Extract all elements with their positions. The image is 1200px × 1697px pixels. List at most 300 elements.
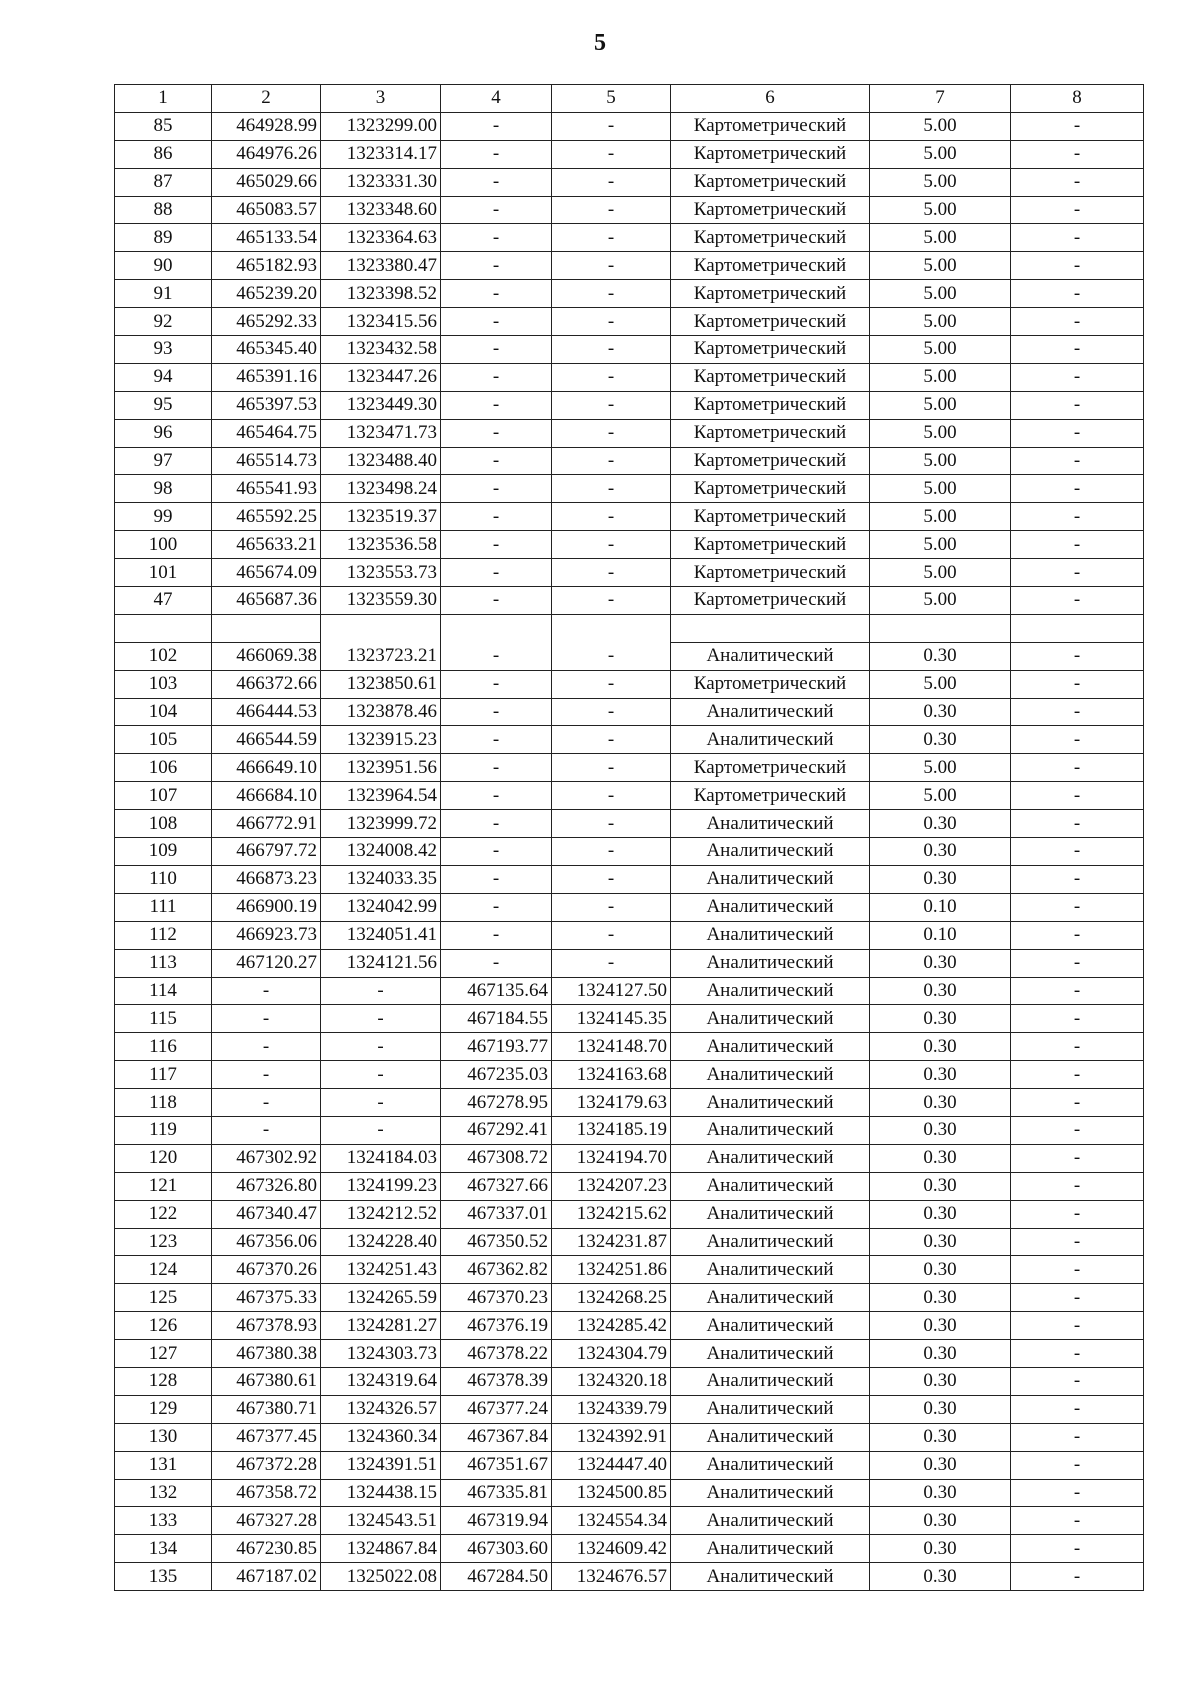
table-cell-col4: - <box>441 754 552 782</box>
table-cell-col8: - <box>1011 698 1144 726</box>
table-cell-col1: 86 <box>115 140 212 168</box>
table-cell-col5: - <box>552 308 671 336</box>
table-cell-col1: 104 <box>115 698 212 726</box>
table-cell-col7: 0.30 <box>870 1033 1011 1061</box>
table-cell-col7 <box>870 614 1011 642</box>
table-cell-col6: Аналитический <box>671 838 870 866</box>
table-cell-col6: Аналитический <box>671 1507 870 1535</box>
table-cell-col4: - <box>441 559 552 587</box>
table-cell-col3: 1324251.43 <box>321 1256 441 1284</box>
table-cell-col5: 1324145.35 <box>552 1005 671 1033</box>
table-cell-col1: 121 <box>115 1172 212 1200</box>
table-cell-col5: - <box>552 838 671 866</box>
table-cell-col8: - <box>1011 168 1144 196</box>
table-cell-col5: 1324148.70 <box>552 1033 671 1061</box>
table-row <box>115 977 1144 1005</box>
table-row <box>115 1340 1144 1368</box>
table-cell-col5: 1324194.70 <box>552 1144 671 1172</box>
table-cell-col8: - <box>1011 921 1144 949</box>
table-cell-col2: 465687.36 <box>212 587 321 615</box>
table-cell-col2: 467326.80 <box>212 1172 321 1200</box>
table-row <box>115 112 1144 140</box>
table-cell-col8: - <box>1011 252 1144 280</box>
table-cell-col2: 466684.10 <box>212 782 321 810</box>
column-header-2: 2 <box>212 85 321 113</box>
table-cell-col7: 0.30 <box>870 1340 1011 1368</box>
table-cell-col1: 96 <box>115 419 212 447</box>
table-cell-col7: 5.00 <box>870 531 1011 559</box>
table-cell-col8: - <box>1011 977 1144 1005</box>
table-cell-col4: - <box>441 391 552 419</box>
column-header-6: 6 <box>671 85 870 113</box>
table-cell-col6: Картометрический <box>671 447 870 475</box>
table-cell-col3: 1323364.63 <box>321 224 441 252</box>
table-cell-col2: 466544.59 <box>212 726 321 754</box>
table-row <box>115 1144 1144 1172</box>
table-cell-col8: - <box>1011 336 1144 364</box>
table-cell-col8: - <box>1011 642 1144 670</box>
table-row <box>115 642 1144 670</box>
table-cell-col7: 0.30 <box>870 1563 1011 1591</box>
table-cell-col3: 1324543.51 <box>321 1507 441 1535</box>
table-cell-col4: - <box>441 865 552 893</box>
table-cell-col6: Аналитический <box>671 1563 870 1591</box>
table-cell-col8: - <box>1011 196 1144 224</box>
table-cell-col2: 464976.26 <box>212 140 321 168</box>
table-row <box>115 1172 1144 1200</box>
table-cell-col3: 1323553.73 <box>321 559 441 587</box>
table-cell-col1: 95 <box>115 391 212 419</box>
table-cell-col7: 5.00 <box>870 252 1011 280</box>
page-number: 5 <box>594 30 606 56</box>
table-cell-col7: 5.00 <box>870 670 1011 698</box>
table-cell-col5: - <box>552 782 671 810</box>
table-row <box>115 168 1144 196</box>
table-cell-col1: 123 <box>115 1228 212 1256</box>
table-cell-col7: 0.30 <box>870 1089 1011 1117</box>
table-cell-col1: 112 <box>115 921 212 949</box>
table-cell-col6: Аналитический <box>671 949 870 977</box>
table-cell-col2: 465182.93 <box>212 252 321 280</box>
table-cell-col4: - <box>441 949 552 977</box>
table-cell-col3: - <box>321 1033 441 1061</box>
table-cell-col2: 467187.02 <box>212 1563 321 1591</box>
table-row <box>115 1479 1144 1507</box>
table-cell-col1: 115 <box>115 1005 212 1033</box>
table-cell-col4: - <box>441 280 552 308</box>
table-row <box>115 419 1144 447</box>
table-row <box>115 1367 1144 1395</box>
table-cell-col7: 0.30 <box>870 1479 1011 1507</box>
table-cell-col7: 5.00 <box>870 196 1011 224</box>
table-cell-col3: 1324184.03 <box>321 1144 441 1172</box>
table-cell-col6: Аналитический <box>671 1395 870 1423</box>
table-cell-col1: 130 <box>115 1423 212 1451</box>
table-cell-col3: 1324438.15 <box>321 1479 441 1507</box>
table-row <box>115 1116 1144 1144</box>
table-cell-col8: - <box>1011 363 1144 391</box>
table-cell-col6: Аналитический <box>671 1423 870 1451</box>
table-cell-col1: 90 <box>115 252 212 280</box>
table-cell-col3: 1323432.58 <box>321 336 441 364</box>
table-cell-col7: 5.00 <box>870 754 1011 782</box>
table-cell-col4: 467378.39 <box>441 1367 552 1395</box>
table-cell-col8: - <box>1011 140 1144 168</box>
table-cell-col2: 467375.33 <box>212 1284 321 1312</box>
table-row <box>115 1005 1144 1033</box>
table-row <box>115 140 1144 168</box>
table-header-row <box>115 85 1144 113</box>
table-cell-col8: - <box>1011 1563 1144 1591</box>
table-cell-col3: 1323415.56 <box>321 308 441 336</box>
table-cell-col8: - <box>1011 1367 1144 1395</box>
table-cell-col2: 466923.73 <box>212 921 321 949</box>
table-cell-col5: 1324447.40 <box>552 1451 671 1479</box>
table-cell-col5: - <box>552 865 671 893</box>
table-cell-col7: 5.00 <box>870 308 1011 336</box>
table-cell-col6: Картометрический <box>671 782 870 810</box>
table-cell-col5: - <box>552 949 671 977</box>
table-row <box>115 1451 1144 1479</box>
table-row <box>115 447 1144 475</box>
table-cell-col8: - <box>1011 1200 1144 1228</box>
table-cell-col2: 466649.10 <box>212 754 321 782</box>
table-cell-col5: - <box>552 112 671 140</box>
table-cell-col3: 1324281.27 <box>321 1312 441 1340</box>
table-cell-col3: 1324199.23 <box>321 1172 441 1200</box>
table-cell-col4: 467292.41 <box>441 1116 552 1144</box>
table-cell-col4: 467308.72 <box>441 1144 552 1172</box>
table-cell-col4: - <box>441 503 552 531</box>
table-cell-col2: 465633.21 <box>212 531 321 559</box>
table-cell-col4: 467377.24 <box>441 1395 552 1423</box>
table-cell-col5: - <box>552 670 671 698</box>
table-cell-col4: 467367.84 <box>441 1423 552 1451</box>
table-cell-col4: - <box>441 726 552 754</box>
table-cell-col7: 0.30 <box>870 838 1011 866</box>
table-cell-col5 <box>552 614 671 642</box>
table-row <box>115 782 1144 810</box>
table-cell-col5: - <box>552 893 671 921</box>
table-cell-col5: - <box>552 698 671 726</box>
table-cell-col2: 467372.28 <box>212 1451 321 1479</box>
table-cell-col2: 467370.26 <box>212 1256 321 1284</box>
table-cell-col7: 0.30 <box>870 949 1011 977</box>
table-cell-col6: Картометрический <box>671 587 870 615</box>
table-row <box>115 921 1144 949</box>
table-cell-col5: 1324251.86 <box>552 1256 671 1284</box>
table-cell-col3: 1323559.30 <box>321 587 441 615</box>
table-cell-col2: - <box>212 1089 321 1117</box>
table-cell-col4: - <box>441 893 552 921</box>
table-cell-col4: - <box>441 642 552 670</box>
table-cell-col5: - <box>552 252 671 280</box>
table-cell-col2: 466069.38 <box>212 642 321 670</box>
table-cell-col6: Аналитический <box>671 1089 870 1117</box>
table-row <box>115 1535 1144 1563</box>
table-cell-col6: Аналитический <box>671 1451 870 1479</box>
table-cell-col7: 0.30 <box>870 1507 1011 1535</box>
table-cell-col6: Аналитический <box>671 1479 870 1507</box>
column-header-7: 7 <box>870 85 1011 113</box>
table-cell-col4: - <box>441 224 552 252</box>
table-cell-col1: 89 <box>115 224 212 252</box>
table-cell-col4: - <box>441 921 552 949</box>
table-cell-col8: - <box>1011 782 1144 810</box>
table-cell-col5: 1324185.19 <box>552 1116 671 1144</box>
table-row <box>115 754 1144 782</box>
table-cell-col6: Картометрический <box>671 363 870 391</box>
table-cell-col2: 467380.38 <box>212 1340 321 1368</box>
table-cell-col5: - <box>552 810 671 838</box>
table-cell-col4: - <box>441 363 552 391</box>
table-cell-col1: 120 <box>115 1144 212 1172</box>
table-cell-col6: Аналитический <box>671 1200 870 1228</box>
table-cell-col5: - <box>552 754 671 782</box>
table-cell-col8: - <box>1011 1256 1144 1284</box>
table-row <box>115 503 1144 531</box>
table-cell-col5: 1324304.79 <box>552 1340 671 1368</box>
table-row <box>115 475 1144 503</box>
table-cell-col2: 465464.75 <box>212 419 321 447</box>
table-cell-col2: 466444.53 <box>212 698 321 726</box>
table-cell-col5: 1324392.91 <box>552 1423 671 1451</box>
table-cell-col7: 0.10 <box>870 921 1011 949</box>
table-cell-col4: - <box>441 810 552 838</box>
table-cell-col5: - <box>552 140 671 168</box>
table-cell-col2: 467356.06 <box>212 1228 321 1256</box>
table-row <box>115 336 1144 364</box>
table-cell-col2: 466372.66 <box>212 670 321 698</box>
table-cell-col6: Аналитический <box>671 1367 870 1395</box>
column-header-3: 3 <box>321 85 441 113</box>
table-cell-col5: 1324676.57 <box>552 1563 671 1591</box>
table-cell-col7: 0.30 <box>870 1312 1011 1340</box>
table-cell-col6: Картометрический <box>671 391 870 419</box>
table-cell-col7: 0.30 <box>870 1395 1011 1423</box>
table-cell-col4: 467350.52 <box>441 1228 552 1256</box>
table-cell-col8: - <box>1011 1061 1144 1089</box>
table-cell-col8: - <box>1011 224 1144 252</box>
table-cell-col3: 1324319.64 <box>321 1367 441 1395</box>
table-cell-col2: 467327.28 <box>212 1507 321 1535</box>
table-cell-col1: 108 <box>115 810 212 838</box>
table-row <box>115 893 1144 921</box>
table-row <box>115 949 1144 977</box>
table-cell-col5: 1324163.68 <box>552 1061 671 1089</box>
table-cell-col3: 1323878.46 <box>321 698 441 726</box>
table-cell-col4: - <box>441 112 552 140</box>
table-cell-col6: Картометрический <box>671 503 870 531</box>
table-cell-col2: 465345.40 <box>212 336 321 364</box>
table-cell-col3: 1324867.84 <box>321 1535 441 1563</box>
table-cell-col3: 1323915.23 <box>321 726 441 754</box>
table-cell-col6: Картометрический <box>671 168 870 196</box>
table-cell-col6: Аналитический <box>671 1340 870 1368</box>
table-cell-col3: 1324033.35 <box>321 865 441 893</box>
table-row <box>115 280 1144 308</box>
table-cell-col6: Картометрический <box>671 531 870 559</box>
table-cell-col2: - <box>212 1116 321 1144</box>
table-cell-col5: - <box>552 726 671 754</box>
table-cell-col2: - <box>212 977 321 1005</box>
table-cell-col3: 1323299.00 <box>321 112 441 140</box>
table-cell-col3: 1323331.30 <box>321 168 441 196</box>
table-row <box>115 670 1144 698</box>
table-cell-col4: - <box>441 587 552 615</box>
table-cell-col8: - <box>1011 670 1144 698</box>
table-cell-col4: - <box>441 447 552 475</box>
table-cell-col8: - <box>1011 838 1144 866</box>
table-cell-col4: - <box>441 196 552 224</box>
table-cell-col3: 1325022.08 <box>321 1563 441 1591</box>
table-cell-col8: - <box>1011 1033 1144 1061</box>
table-body <box>115 112 1144 1590</box>
table-cell-col8: - <box>1011 391 1144 419</box>
table-cell-col5: - <box>552 224 671 252</box>
table-cell-col6: Картометрический <box>671 670 870 698</box>
table-row <box>115 614 1144 642</box>
table-cell-col4: - <box>441 475 552 503</box>
table-cell-col3: 1323471.73 <box>321 419 441 447</box>
table-row <box>115 1312 1144 1340</box>
table-cell-col6: Аналитический <box>671 1033 870 1061</box>
table-cell-col3: 1324228.40 <box>321 1228 441 1256</box>
table-cell-col6: Аналитический <box>671 1256 870 1284</box>
table-cell-col6: Аналитический <box>671 810 870 838</box>
table-cell-col3: - <box>321 1005 441 1033</box>
table-cell-col7: 0.30 <box>870 1284 1011 1312</box>
table-cell-col5: - <box>552 447 671 475</box>
table-row <box>115 810 1144 838</box>
table-cell-col3: 1324042.99 <box>321 893 441 921</box>
table-cell-col1: 47 <box>115 587 212 615</box>
table-cell-col1: 102 <box>115 642 212 670</box>
table-cell-col4: - <box>441 670 552 698</box>
table-cell-col6: Картометрический <box>671 196 870 224</box>
table-cell-col7: 5.00 <box>870 391 1011 419</box>
table-cell-col4 <box>441 614 552 642</box>
table-row <box>115 1228 1144 1256</box>
table-cell-col5: - <box>552 587 671 615</box>
table-cell-col3: 1324121.56 <box>321 949 441 977</box>
table-cell-col8: - <box>1011 1479 1144 1507</box>
table-cell-col6: Картометрический <box>671 559 870 587</box>
table-cell-col4: 467376.19 <box>441 1312 552 1340</box>
table-row <box>115 1423 1144 1451</box>
table-cell-col4: 467362.82 <box>441 1256 552 1284</box>
table-cell-col8: - <box>1011 1507 1144 1535</box>
table-cell-col1: 94 <box>115 363 212 391</box>
table-cell-col8: - <box>1011 726 1144 754</box>
table-cell-col7: 0.30 <box>870 865 1011 893</box>
table-cell-col2: - <box>212 1061 321 1089</box>
table-cell-col2: 466797.72 <box>212 838 321 866</box>
table-cell-col2: 464928.99 <box>212 112 321 140</box>
table-cell-col7: 0.30 <box>870 810 1011 838</box>
table-cell-col7: 0.30 <box>870 1367 1011 1395</box>
table-cell-col5: - <box>552 921 671 949</box>
table-cell-col2: 466772.91 <box>212 810 321 838</box>
table-cell-col7: 0.30 <box>870 1144 1011 1172</box>
table-cell-col6: Картометрический <box>671 280 870 308</box>
table-cell-col8: - <box>1011 1340 1144 1368</box>
table-cell-col1: 124 <box>115 1256 212 1284</box>
table-row <box>115 1395 1144 1423</box>
table-cell-col5: - <box>552 419 671 447</box>
table-cell-col8: - <box>1011 1284 1144 1312</box>
table-cell-col6: Аналитический <box>671 865 870 893</box>
table-cell-col4: - <box>441 531 552 559</box>
table-cell-col8: - <box>1011 308 1144 336</box>
table-cell-col3: 1324212.52 <box>321 1200 441 1228</box>
table-cell-col2: 465397.53 <box>212 391 321 419</box>
table-cell-col6: Аналитический <box>671 1005 870 1033</box>
table-cell-col6: Аналитический <box>671 977 870 1005</box>
table-cell-col4: - <box>441 168 552 196</box>
table-cell-col6: Аналитический <box>671 1061 870 1089</box>
table-cell-col2: 465133.54 <box>212 224 321 252</box>
table-cell-col3: 1324265.59 <box>321 1284 441 1312</box>
table-cell-col6: Картометрический <box>671 112 870 140</box>
table-cell-col4: - <box>441 419 552 447</box>
table-cell-col3: 1323488.40 <box>321 447 441 475</box>
table-cell-col7: 0.30 <box>870 642 1011 670</box>
table-cell-col5: 1324320.18 <box>552 1367 671 1395</box>
table-row <box>115 1507 1144 1535</box>
table-cell-col5: 1324231.87 <box>552 1228 671 1256</box>
table-cell-col7: 5.00 <box>870 503 1011 531</box>
table-row <box>115 1563 1144 1591</box>
table-cell-col4: 467184.55 <box>441 1005 552 1033</box>
table-row <box>115 726 1144 754</box>
table-cell-col7: 5.00 <box>870 112 1011 140</box>
table-row <box>115 196 1144 224</box>
table-cell-col3: 1323999.72 <box>321 810 441 838</box>
table-cell-col8: - <box>1011 865 1144 893</box>
table-cell-col5: 1324339.79 <box>552 1395 671 1423</box>
table-cell-col3: 1323314.17 <box>321 140 441 168</box>
column-header-8: 8 <box>1011 85 1144 113</box>
table-cell-col7: 0.30 <box>870 1423 1011 1451</box>
table-row <box>115 1284 1144 1312</box>
table-cell-col1: 113 <box>115 949 212 977</box>
table-cell-col1: 132 <box>115 1479 212 1507</box>
table-cell-col5: - <box>552 196 671 224</box>
table-cell-col1: 111 <box>115 893 212 921</box>
table-cell-col1: 103 <box>115 670 212 698</box>
table-cell-col2: 466900.19 <box>212 893 321 921</box>
table-cell-col3: 1323964.54 <box>321 782 441 810</box>
table-cell-col3: 1323519.37 <box>321 503 441 531</box>
table-cell-col6: Аналитический <box>671 726 870 754</box>
table-cell-col2 <box>212 614 321 642</box>
table-cell-col5: 1324127.50 <box>552 977 671 1005</box>
table-cell-col1 <box>115 614 212 642</box>
table-cell-col3: - <box>321 1116 441 1144</box>
table-cell-col8: - <box>1011 503 1144 531</box>
table-cell-col8: - <box>1011 531 1144 559</box>
table-cell-col6: Аналитический <box>671 642 870 670</box>
table-cell-col1: 117 <box>115 1061 212 1089</box>
table-cell-col7: 0.30 <box>870 1451 1011 1479</box>
table-cell-col3: 1323449.30 <box>321 391 441 419</box>
table-row <box>115 363 1144 391</box>
table-cell-col8: - <box>1011 1172 1144 1200</box>
table-cell-col7: 5.00 <box>870 447 1011 475</box>
table-cell-col5: - <box>552 391 671 419</box>
table-cell-col6: Аналитический <box>671 1312 870 1340</box>
